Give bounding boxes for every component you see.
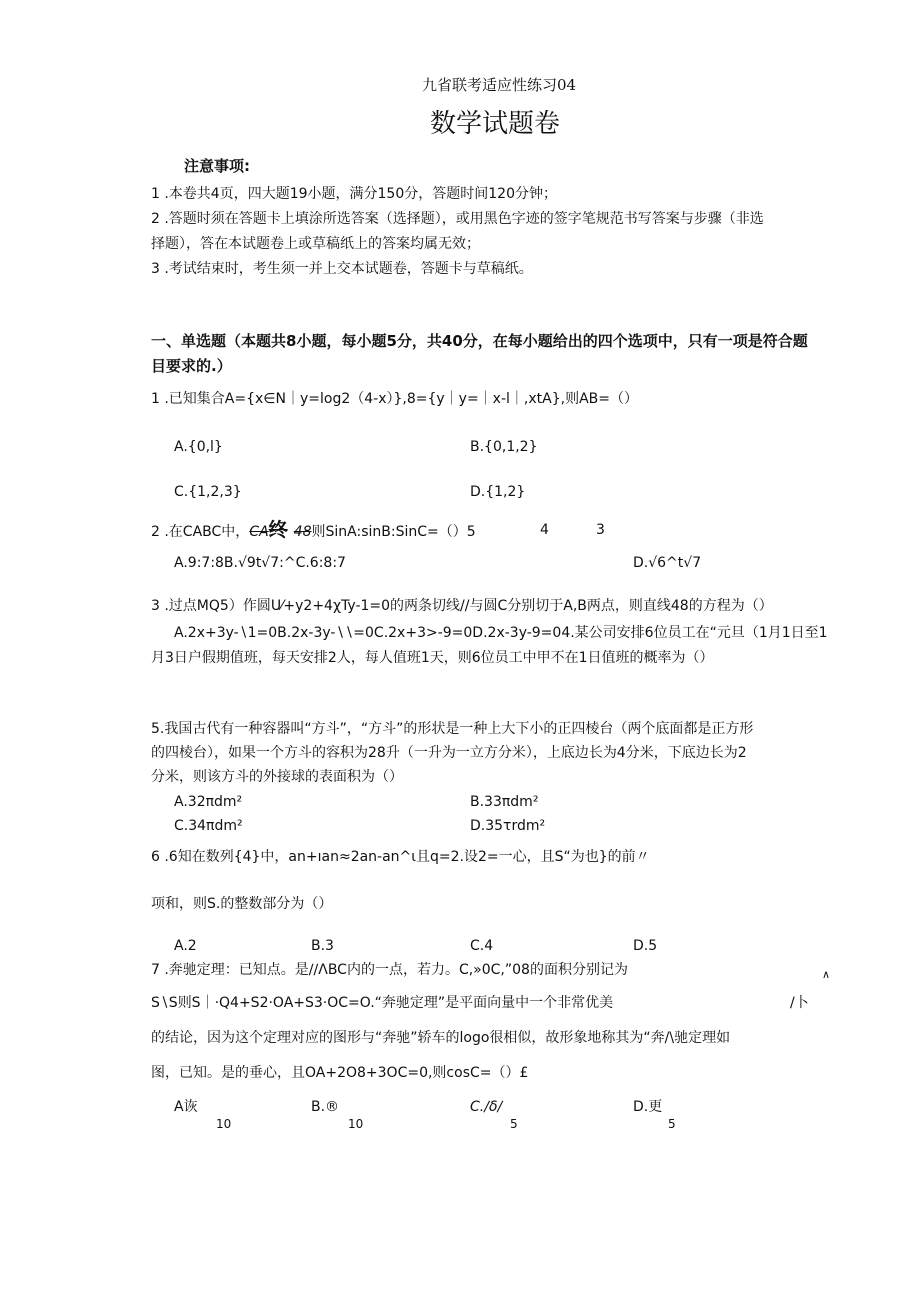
question-7-option-b-denominator: 10 xyxy=(348,1117,364,1131)
section-heading-line1: 一、单选题（本题共8小题，每小题5分，共40分，在每小题给出的四个选项中，只有一项是符合题 xyxy=(151,332,808,350)
question-6-cont: 项和，则S.的整数部分为（） xyxy=(151,896,333,912)
question-1-option-b: B.{0,1,2} xyxy=(470,439,538,455)
notice-item-2-cont: 择题），答在本试题卷上或草稿纸上的答案均属无效； xyxy=(151,236,480,252)
question-7-option-d: D.更 xyxy=(633,1099,663,1115)
question-5-line3: 分米，则该方斗的外接球的表面积为（） xyxy=(151,769,403,785)
question-7-line2: S∖S则S｜·Q4+S2·OA+S3·OC=O.“奔驰定理”是平面向量中一个非常优美 xyxy=(151,995,614,1011)
question-2-stem xyxy=(151,521,476,541)
notice-item-3: 3 .考试结束时，考生须一并上交本试题卷，答题卡与草稿纸。 xyxy=(151,261,533,277)
question-1-stem: 1 .已知集合A={x∈N｜y=log2（4-x）},8={y｜y=｜x-l｜,xtA},则AB=（） xyxy=(151,391,638,407)
question-7-option-c: C.∕δ∕ xyxy=(470,1099,503,1115)
question-7-mark-2: /卜 xyxy=(790,995,809,1011)
question-5-option-c: C.34πdm² xyxy=(174,818,243,834)
section-heading-line2: 目要求的.） xyxy=(151,357,232,375)
question-7-line1: 7 .奔驰定理：已知点。是∕∕ΛBC内的一点，若力。C,»0C,”08的面积分别记为 xyxy=(151,962,628,978)
question-6-option-c: C.4 xyxy=(470,938,494,954)
question-7-option-b: B.® xyxy=(311,1099,340,1115)
question-6-option-b: B.3 xyxy=(311,938,334,954)
question-1-option-a: A.{0,l} xyxy=(174,439,223,455)
question-2-options-abc: A.9:7:8B.√9t√7:^C.6:8:7 xyxy=(174,555,346,571)
question-6-option-a: A.2 xyxy=(174,938,197,954)
question-2-num-4: 4 xyxy=(540,522,549,538)
question-7-option-c-denominator: 5 xyxy=(510,1117,518,1131)
exam-subtitle: 九省联考适应性练习04 xyxy=(422,76,577,94)
question-1-option-c: C.{1,2,3} xyxy=(174,484,242,500)
question-3-options-question-4: A.2x+3y-∖1=0B.2x-3y-∖∖=0C.2x+3>-9=0D.2x-3y-9=04.某公司安排6位员工在“元旦（1月1日至1 xyxy=(174,625,828,641)
question-2-mark: 终 xyxy=(268,519,288,541)
question-2-suffix: 则SinA:sinB:SinC=（）5 xyxy=(311,524,476,540)
question-2-option-d: D.√6^t√7 xyxy=(633,555,702,571)
question-6-option-d: D.5 xyxy=(633,938,658,954)
question-3-stem: 3 .过点MQ5）作圆U⁄+y2+4χTy-1=0的两条切线//与圆C分别切于A,B两点，则直线48的方程为（） xyxy=(151,598,773,614)
notice-heading: 注意事项: xyxy=(184,157,250,175)
question-2-strike2: 48 xyxy=(293,524,312,540)
question-5-line2: 的四棱台），如果一个方斗的容积为28升（一升为一立方分米），上底边长为4分米，下底边长为2 xyxy=(151,745,747,761)
question-2-strike: CA xyxy=(249,524,269,540)
question-5-option-b: B.33πdm² xyxy=(470,794,539,810)
notice-item-1: 1 .本卷共4页，四大题19小题，满分150分，答题时间120分钟； xyxy=(151,186,557,202)
question-5-option-d: D.35τrdm² xyxy=(470,818,546,834)
question-6-stem: 6 .6知在数列{4}中，an+ıan≈2an-an^ι且q=2.设2=一心，且S“为也}的前〃 xyxy=(151,849,650,865)
question-2-prefix: 2 .在CABC中， xyxy=(151,524,250,540)
question-7-option-a-denominator: 10 xyxy=(216,1117,232,1131)
question-5-option-a: A.32πdm² xyxy=(174,794,243,810)
question-7-option-a: A诙 xyxy=(174,1099,198,1115)
question-4-cont: 月3日户假期值班，每天安排2人，每人值班1天，则6位员工中甲不在1日值班的概率为（） xyxy=(151,650,714,666)
question-5-line1: 5.我国古代有一种容器叫“方斗”，“方斗”的形状是一种上大下小的正四棱台（两个底面都是正方形 xyxy=(151,721,754,737)
notice-item-2: 2 .答题时须在答题卡上填涂所选答案（选择题），或用黑色字迹的签字笔规范书写答案与步骤（非选 xyxy=(151,211,764,227)
question-1-option-d: D.{1,2} xyxy=(470,484,526,500)
question-7-option-d-denominator: 5 xyxy=(668,1117,676,1131)
question-2-num-3: 3 xyxy=(596,522,605,538)
question-7-line3: 的结论，因为这个定理对应的图形与“奔驰”轿车的logo很相似，故形象地称其为“奔/\驰定理如 xyxy=(151,1030,731,1046)
page-title: 数学试题卷 xyxy=(430,109,561,139)
question-7-line4: 图，已知。是的垂心，且OA+2O8+3OC=0,则cosC=（）£ xyxy=(151,1065,529,1081)
question-7-mark-1: ∧ xyxy=(822,968,831,981)
